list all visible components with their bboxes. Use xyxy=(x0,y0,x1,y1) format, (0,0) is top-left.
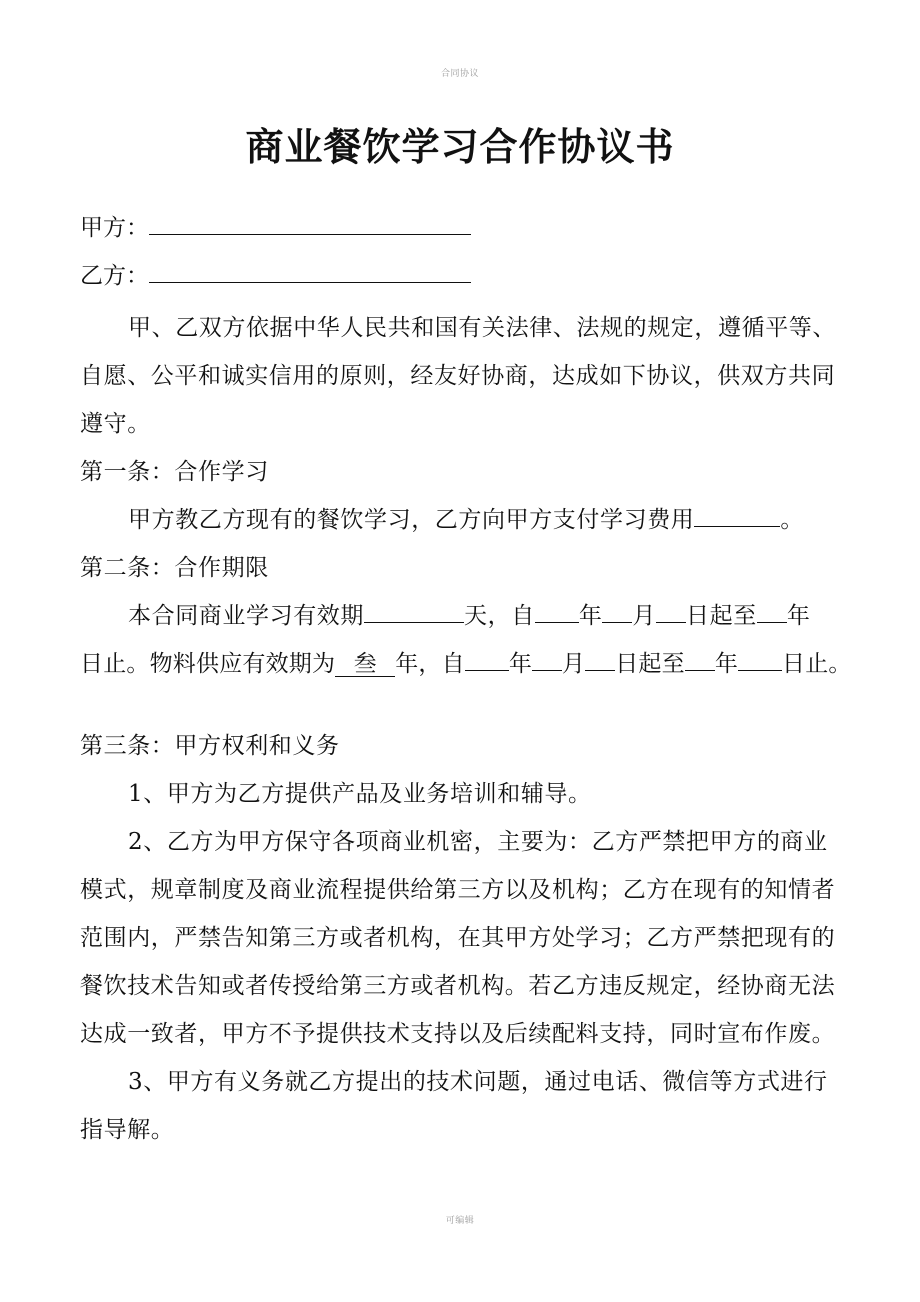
supply-start-month-blank xyxy=(532,646,562,671)
end-year-blank xyxy=(757,598,787,623)
party-a-blank xyxy=(149,212,471,235)
a2-text-1: 本合同商业学习有效期 xyxy=(128,603,364,629)
supply-end-year-blank xyxy=(685,646,715,671)
a2-text-10: 月 xyxy=(562,651,586,677)
start-year-blank xyxy=(535,598,579,623)
article2-line1 xyxy=(80,592,855,640)
a2-text-12: 年 xyxy=(714,651,739,677)
a2-text-3: 年 xyxy=(578,603,603,629)
article3-item: 1、甲方为乙方提供产品及业务培训和辅导。 xyxy=(128,781,592,807)
party-b-blank xyxy=(149,260,471,283)
a2-text-7: 日止。物料供应有效期为 xyxy=(80,651,336,677)
start-month-blank xyxy=(602,598,632,623)
party-b-label: 乙方： xyxy=(80,263,149,289)
document-title: 商业餐饮学习合作协议书 xyxy=(245,124,675,169)
article1-heading: 第一条：合作学习 xyxy=(80,459,269,485)
article3-heading: 第三条：甲方权利和义务 xyxy=(80,733,340,759)
article1-end: 。 xyxy=(780,507,805,533)
article2-heading: 第二条：合作期限 xyxy=(80,555,269,581)
fee-blank xyxy=(694,502,780,527)
party-b-line xyxy=(80,260,471,291)
a2-text-9: 年 xyxy=(508,651,533,677)
footer-note: 可编辑 xyxy=(445,1216,475,1226)
start-day-blank xyxy=(656,598,686,623)
header-note: 合同协议 xyxy=(440,69,479,79)
days-blank xyxy=(364,598,464,623)
article1-text: 甲方教乙方现有的餐饮学习，乙方向甲方支付学习费用 xyxy=(128,507,695,533)
party-a-line xyxy=(80,212,471,243)
article2-line2 xyxy=(80,640,850,688)
supply-start-day-blank xyxy=(585,646,615,671)
a2-text-11: 日起至 xyxy=(615,651,685,677)
a2-text-6: 年 xyxy=(786,603,811,629)
a2-text-4: 月 xyxy=(632,603,657,629)
spacer xyxy=(80,688,850,722)
article3-item: 2、乙方为甲方保守各项商业机密，主要为：乙方严禁把甲方的商业模式，规章制度及商业流程提供给第三方以及机构；乙方在现有的知情者范围内，严禁告知第三方或者机构，在其甲方处学习；乙方严禁把现有的餐饮技术告知或者传授给第三方或者机构。若乙方违反规定，经协商无法达成一致者，甲方不予提供技术支持以及后续配料支持，同时宣布作废。 xyxy=(80,829,836,1047)
article1-paragraph xyxy=(80,496,850,544)
a2-text-8: 年，自 xyxy=(395,651,465,677)
a2-text-2: 天，自 xyxy=(464,603,535,629)
intro-paragraph: 甲、乙双方依据中华人民共和国有关法律、法规的规定，遵循平等、自愿、公平和诚实信用的原则，经友好协商，达成如下协议，供双方共同遵守。 xyxy=(80,315,836,437)
supply-start-year-blank xyxy=(465,646,509,671)
supply-years-value: 叁 xyxy=(335,652,395,677)
document-body xyxy=(80,304,850,1154)
supply-end-blank xyxy=(738,646,782,671)
a2-text-13: 日止。 xyxy=(782,651,852,677)
party-a-label: 甲方： xyxy=(80,215,149,241)
a2-text-5: 日起至 xyxy=(686,603,757,629)
article3-item: 3、甲方有义务就乙方提出的技术问题，通过电话、微信等方式进行指导解。 xyxy=(80,1069,828,1143)
